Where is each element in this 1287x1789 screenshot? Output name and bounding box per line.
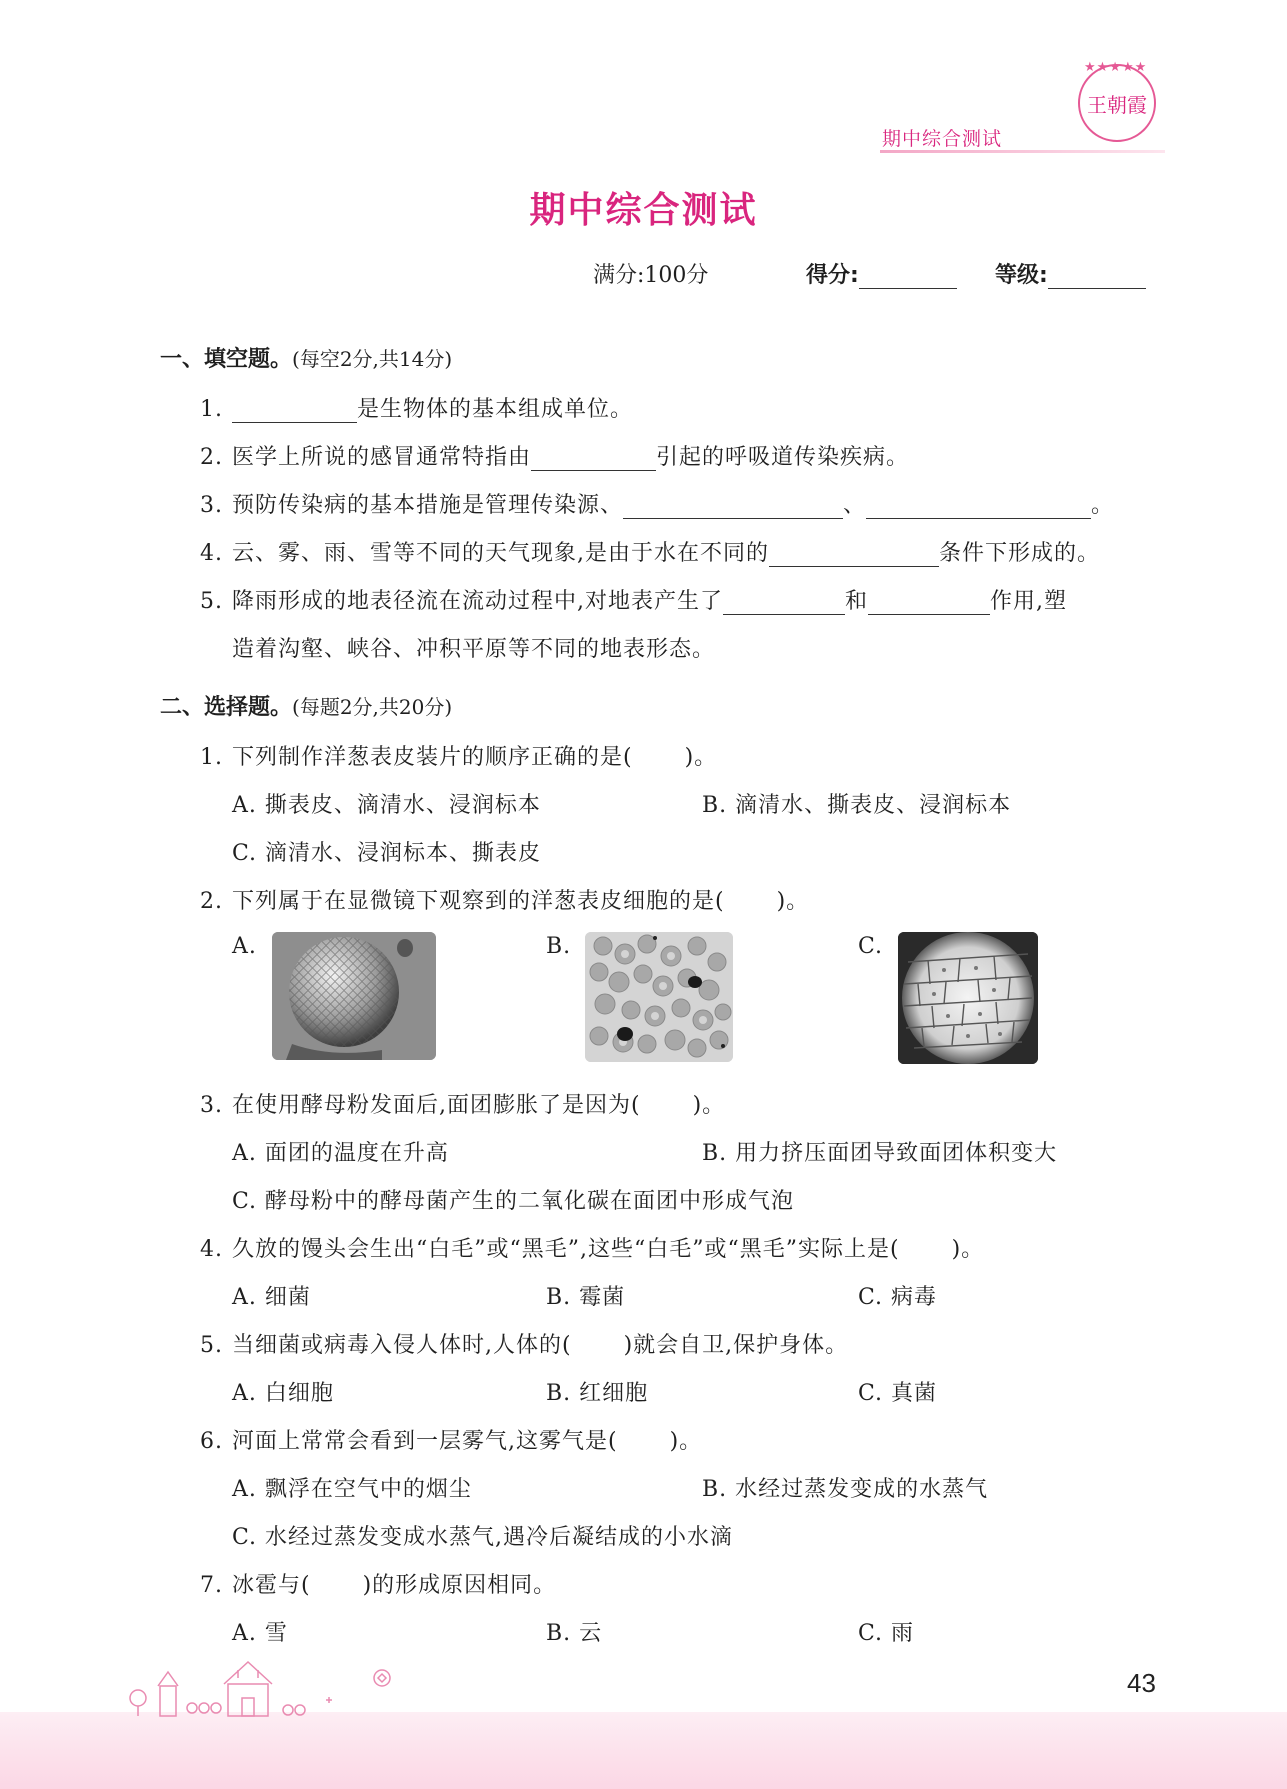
question-text: 和 [845,589,869,614]
choice-question-5 [200,1328,848,1359]
question-text: 降雨形成的地表径流在流动过程中,对地表产生了 [232,589,723,614]
header-line [880,150,1165,153]
question-text: 、 [843,493,867,518]
question-text: )的形成原因相同。 [362,1573,557,1598]
question-text: 河面上常常会看到一层雾气,这雾气是( [232,1429,618,1454]
option-a[interactable]: A. [232,934,257,959]
fill-question-4 [200,536,1100,567]
question-number: 5. [200,589,223,614]
option-b[interactable]: B. 霉菌 [546,1285,626,1310]
option-b[interactable]: B. 水经过蒸发变成的水蒸气 [702,1477,989,1502]
section2-heading [160,690,452,721]
question-number: 2. [200,889,223,914]
section2-note: (每题2分,共20分) [292,695,453,719]
fill-question-5-line2: 造着沟壑、峡谷、冲积平原等不同的地表形态。 [232,637,716,662]
option-a[interactable]: A. 白细胞 [232,1381,334,1406]
question-number: 1. [200,745,223,770]
question-number: 5. [200,1333,223,1358]
question-text: 是生物体的基本组成单位。 [357,397,634,422]
sphere-cell-image[interactable] [272,932,436,1060]
publisher-seal [1078,64,1156,142]
score-field[interactable] [806,258,957,289]
onion-epidermis-image[interactable] [898,932,1038,1064]
question-number: 3. [200,493,223,518]
option-a[interactable]: A. 飘浮在空气中的烟尘 [232,1477,472,1502]
castle-decoration-icon [120,1650,440,1720]
choice-question-4 [200,1232,984,1263]
answer-blank[interactable] [531,448,656,471]
section2-title: 二、选择题。 [160,695,293,720]
question-text: )就会自卫,保护身体。 [623,1333,849,1358]
answer-blank[interactable] [868,592,990,615]
section1-heading [160,342,452,373]
option-b[interactable]: B. 滴清水、撕表皮、浸润标本 [702,793,1012,818]
question-text: )。 [951,1237,985,1262]
option-b[interactable]: B. 红细胞 [546,1381,649,1406]
question-text: 云、雾、雨、雪等不同的天气现象,是由于水在不同的 [232,541,769,566]
question-text: 下列制作洋葱表皮装片的顺序正确的是( [232,745,633,770]
option-b[interactable]: B. [546,934,572,959]
choice-question-7 [200,1568,556,1599]
option-b[interactable]: B. 云 [546,1621,603,1646]
option-c[interactable]: C. 水经过蒸发变成水蒸气,遇冷后凝结成的小水滴 [232,1525,734,1550]
question-number: 3. [200,1093,223,1118]
question-text: 下列属于在显微镜下观察到的洋葱表皮细胞的是( [232,889,725,914]
question-text: 久放的馒头会生出“白毛”或“黑毛”,这些“白毛”或“黑毛”实际上是( [232,1237,900,1262]
blood-cells-graphic [585,932,733,1062]
choice-question-6 [200,1424,702,1455]
option-a[interactable]: A. 雪 [232,1621,288,1646]
fill-question-2 [200,440,909,471]
page-number: 43 [1127,1668,1156,1698]
option-a[interactable]: A. 撕表皮、滴清水、浸润标本 [232,793,541,818]
question-text: 引起的呼吸道传染疾病。 [656,445,910,470]
question-number: 2. [200,445,223,470]
question-number: 4. [200,1237,223,1262]
sphere-cell-graphic [272,932,436,1060]
question-text: 医学上所说的感冒通常特指由 [232,445,532,470]
section1-note: (每空2分,共14分) [292,347,453,371]
question-number: 6. [200,1429,223,1454]
answer-blank[interactable] [623,496,843,519]
question-text: 。 [1091,493,1115,518]
question-number: 4. [200,541,223,566]
grade-field[interactable] [995,258,1146,289]
section1-title: 一、填空题。 [160,347,293,372]
score-blank[interactable] [859,266,957,289]
question-text: )。 [669,1429,703,1454]
fill-question-3 [200,488,1114,519]
grade-blank[interactable] [1048,266,1146,289]
question-text: )。 [684,745,718,770]
answer-blank[interactable] [723,592,845,615]
choice-question-3 [200,1088,725,1119]
onion-epidermis-graphic [898,932,1038,1064]
question-text: 预防传染病的基本措施是管理传染源、 [232,493,624,518]
answer-blank[interactable] [769,544,939,567]
option-c[interactable]: C. [858,934,884,959]
footer-band [0,1712,1287,1789]
blood-cells-image[interactable] [585,932,733,1062]
grade-label: 等级: [995,263,1048,288]
question-text: 冰雹与( [232,1573,311,1598]
question-text: )。 [692,1093,726,1118]
answer-blank[interactable] [232,400,357,423]
score-label: 得分: [806,263,859,288]
question-text: )。 [776,889,810,914]
seal-text: 王朝霞 [1087,92,1147,117]
question-text: 在使用酵母粉发面后,面团膨胀了是因为( [232,1093,641,1118]
fill-question-5 [200,584,1067,615]
option-c[interactable]: C. 雨 [858,1621,915,1646]
question-number: 7. [200,1573,223,1598]
question-text: 条件下形成的。 [939,541,1101,566]
question-number: 1. [200,397,223,422]
header-tag: 期中综合测试 [882,128,1003,150]
option-a[interactable]: A. 细菌 [232,1285,311,1310]
choice-question-1 [200,740,717,771]
option-c[interactable]: C. 酵母粉中的酵母菌产生的二氧化碳在面团中形成气泡 [232,1189,795,1214]
answer-blank[interactable] [866,496,1091,519]
option-c[interactable]: C. 滴清水、浸润标本、撕表皮 [232,841,542,866]
full-score: 满分:100分 [593,263,709,288]
question-text: 当细菌或病毒入侵人体时,人体的( [232,1333,572,1358]
option-c[interactable]: C. 病毒 [858,1285,938,1310]
fill-question-1 [200,392,633,423]
question-text: 作用,塑 [990,589,1068,614]
seal-stars: ★★★★★ [1084,60,1148,75]
page-title: 期中综合测试 [529,190,758,231]
choice-question-2 [200,884,809,915]
option-b[interactable]: B. 用力挤压面团导致面团体积变大 [702,1141,1058,1166]
option-c[interactable]: C. 真菌 [858,1381,938,1406]
option-a[interactable]: A. 面团的温度在升高 [232,1141,449,1166]
